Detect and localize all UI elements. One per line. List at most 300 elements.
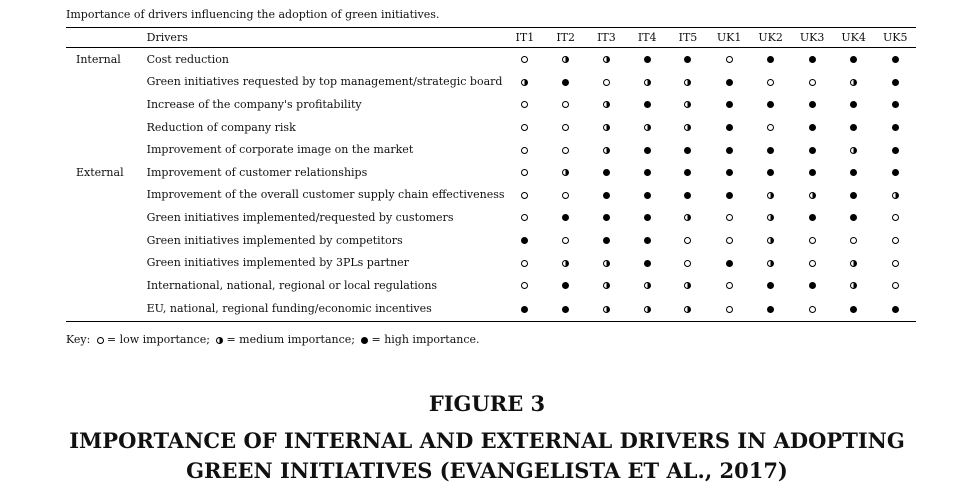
importance-cell: [545, 274, 586, 297]
high-importance-icon: [644, 260, 651, 267]
importance-cell: [750, 297, 792, 322]
low-importance-icon: [562, 101, 569, 108]
key-high: = high importance.: [371, 333, 480, 346]
driver-label: EU, national, regional funding/economic incentives: [147, 297, 505, 322]
high-importance-icon: [684, 169, 691, 176]
medium-importance-icon: [892, 192, 899, 199]
medium-importance-icon: [644, 282, 651, 289]
high-importance-icon: [644, 192, 651, 199]
high-importance-icon: [603, 169, 610, 176]
high-importance-icon: [809, 169, 816, 176]
figure-title: [0, 426, 974, 486]
medium-importance-icon: [809, 192, 816, 199]
header-column-uk2: UK2: [750, 28, 792, 48]
figure-title-line-2: GREEN INITIATIVES (EVANGELISTA ET AL., 2017): [186, 458, 788, 483]
importance-cell: [586, 116, 627, 139]
high-importance-icon: [644, 169, 651, 176]
importance-cell: [750, 161, 792, 184]
table-row: [66, 161, 916, 184]
importance-cell: [833, 71, 875, 94]
row-group-label: [66, 297, 147, 322]
driver-label: Green initiatives requested by top management/strategic board: [146, 75, 503, 89]
high-importance-icon: [684, 56, 691, 63]
high-importance-icon: [850, 124, 857, 131]
low-importance-icon: [850, 237, 857, 244]
high-importance-icon: [644, 237, 651, 244]
importance-cell: [833, 161, 875, 184]
importance-cell: [627, 229, 668, 252]
low-importance-icon: [521, 214, 528, 221]
importance-cell: [874, 206, 916, 229]
row-group-label: [66, 184, 147, 207]
importance-cell: [833, 297, 875, 322]
importance-cell: [708, 138, 750, 161]
high-importance-icon: [767, 147, 774, 154]
header-column-uk5: UK5: [874, 28, 916, 48]
table-row: [66, 206, 916, 229]
importance-cell: [668, 206, 709, 229]
medium-importance-icon: [603, 101, 610, 108]
high-importance-icon: [850, 56, 857, 63]
drivers-table: [66, 27, 916, 322]
header-column-it4: IT4: [627, 28, 668, 48]
legend-key: [66, 333, 480, 346]
low-importance-icon: [809, 260, 816, 267]
driver-label: Green initiatives implemented by competitors: [146, 233, 403, 247]
high-importance-icon: [892, 147, 899, 154]
driver-label: Improvement of corporate image on the market: [146, 143, 414, 157]
high-importance-icon: [767, 282, 774, 289]
high-importance-icon: [644, 56, 651, 63]
low-importance-icon: [726, 306, 733, 313]
high-importance-icon: [726, 192, 733, 199]
importance-cell: [750, 93, 792, 116]
importance-cell: [627, 116, 668, 139]
table-header: [66, 28, 916, 48]
importance-cell: [545, 206, 586, 229]
importance-cell: [668, 274, 709, 297]
row-group-label: [66, 251, 147, 274]
low-importance-icon: [521, 169, 528, 176]
high-importance-icon: [644, 101, 651, 108]
importance-cell: [545, 251, 586, 274]
key-prefix: Key:: [66, 333, 91, 346]
high-importance-icon: [892, 124, 899, 131]
row-group-label: [66, 206, 147, 229]
importance-cell: [668, 71, 709, 94]
high-importance-icon: [521, 306, 528, 313]
importance-cell: [505, 297, 546, 322]
importance-cell: [833, 251, 875, 274]
importance-cell: [750, 229, 792, 252]
medium-importance-icon: [684, 306, 691, 313]
header-column-it1: IT1: [505, 28, 546, 48]
table-row: [66, 251, 916, 274]
importance-cell: [545, 184, 586, 207]
medium-importance-icon: [850, 79, 857, 86]
low-importance-icon: [562, 192, 569, 199]
importance-cell: [874, 116, 916, 139]
importance-cell: [627, 274, 668, 297]
importance-cell: [708, 71, 750, 94]
medium-importance-icon: [603, 124, 610, 131]
importance-cell: [750, 184, 792, 207]
medium-importance-icon: [850, 282, 857, 289]
high-importance-icon: [809, 124, 816, 131]
importance-cell: [708, 116, 750, 139]
table-row: [66, 274, 916, 297]
header-column-it5: IT5: [668, 28, 709, 48]
medium-importance-icon: [684, 282, 691, 289]
row-group-label: Internal: [76, 52, 121, 66]
importance-cell: [505, 229, 546, 252]
table-caption: Importance of drivers influencing the adoption of green initiatives.: [66, 8, 440, 21]
high-importance-icon: [361, 337, 368, 344]
medium-importance-icon: [521, 79, 528, 86]
medium-importance-icon: [644, 79, 651, 86]
high-importance-icon: [850, 169, 857, 176]
importance-cell: [874, 71, 916, 94]
medium-importance-icon: [603, 56, 610, 63]
medium-importance-icon: [684, 124, 691, 131]
importance-cell: [545, 71, 586, 94]
importance-cell: [750, 206, 792, 229]
importance-cell: [586, 161, 627, 184]
low-importance-icon: [726, 214, 733, 221]
importance-cell: [505, 48, 546, 71]
importance-cell: [833, 274, 875, 297]
high-importance-icon: [809, 101, 816, 108]
low-importance-icon: [521, 260, 528, 267]
header-column-uk3: UK3: [791, 28, 833, 48]
importance-cell: [627, 297, 668, 322]
importance-cell: [668, 116, 709, 139]
medium-importance-icon: [603, 147, 610, 154]
low-importance-icon: [521, 101, 528, 108]
importance-cell: [791, 48, 833, 71]
importance-cell: [586, 274, 627, 297]
high-importance-icon: [892, 56, 899, 63]
high-importance-icon: [726, 124, 733, 131]
low-importance-icon: [684, 237, 691, 244]
importance-cell: [505, 161, 546, 184]
importance-cell: [874, 274, 916, 297]
medium-importance-icon: [767, 260, 774, 267]
high-importance-icon: [726, 101, 733, 108]
low-importance-icon: [603, 79, 610, 86]
high-importance-icon: [562, 306, 569, 313]
importance-cell: [586, 229, 627, 252]
header-column-uk1: UK1: [708, 28, 750, 48]
high-importance-icon: [809, 147, 816, 154]
high-importance-icon: [892, 169, 899, 176]
importance-cell: [505, 93, 546, 116]
importance-cell: [545, 93, 586, 116]
importance-cell: [833, 93, 875, 116]
medium-importance-icon: [562, 56, 569, 63]
importance-cell: [586, 48, 627, 71]
high-importance-icon: [767, 169, 774, 176]
medium-importance-icon: [767, 192, 774, 199]
importance-cell: [874, 93, 916, 116]
importance-cell: [668, 251, 709, 274]
table-row: [66, 184, 916, 207]
importance-cell: [586, 251, 627, 274]
low-importance-icon: [521, 56, 528, 63]
importance-cell: [791, 71, 833, 94]
medium-importance-icon: [562, 169, 569, 176]
importance-cell: [668, 138, 709, 161]
driver-label: Reduction of company risk: [146, 120, 296, 134]
importance-cell: [627, 71, 668, 94]
high-importance-icon: [684, 147, 691, 154]
low-importance-icon: [521, 192, 528, 199]
high-importance-icon: [726, 79, 733, 86]
high-importance-icon: [767, 306, 774, 313]
low-importance-icon: [521, 124, 528, 131]
importance-cell: [708, 184, 750, 207]
driver-label: Improvement of the overall customer supply chain effectiveness: [146, 188, 505, 202]
importance-cell: [668, 161, 709, 184]
importance-cell: [627, 184, 668, 207]
low-importance-icon: [809, 237, 816, 244]
low-importance-icon: [726, 282, 733, 289]
importance-cell: [874, 48, 916, 71]
importance-cell: [545, 297, 586, 322]
high-importance-icon: [892, 101, 899, 108]
importance-cell: [668, 297, 709, 322]
key-low: = low importance;: [106, 333, 210, 346]
high-importance-icon: [603, 237, 610, 244]
table-row: [66, 48, 916, 71]
importance-cell: [505, 71, 546, 94]
importance-cell: [791, 251, 833, 274]
importance-cell: [586, 93, 627, 116]
importance-cell: [668, 229, 709, 252]
medium-importance-icon: [603, 282, 610, 289]
header-group-cell: [66, 28, 147, 48]
key-medium: = medium importance;: [226, 333, 355, 346]
importance-cell: [545, 48, 586, 71]
high-importance-icon: [809, 56, 816, 63]
importance-cell: [708, 48, 750, 71]
figure-title-line-1: IMPORTANCE OF INTERNAL AND EXTERNAL DRIVERS IN ADOPTING: [69, 428, 905, 453]
importance-cell: [833, 184, 875, 207]
high-importance-icon: [892, 306, 899, 313]
low-importance-icon: [767, 79, 774, 86]
header-column-it3: IT3: [586, 28, 627, 48]
importance-cell: [708, 274, 750, 297]
table-row: [66, 229, 916, 252]
driver-label: Green initiatives implemented by 3PLs partner: [146, 256, 409, 270]
medium-importance-icon: [603, 306, 610, 313]
low-importance-icon: [892, 214, 899, 221]
low-importance-icon: [726, 56, 733, 63]
importance-cell: [505, 251, 546, 274]
importance-cell: [874, 184, 916, 207]
table-body: [66, 48, 916, 322]
importance-cell: [708, 251, 750, 274]
low-importance-icon: [562, 124, 569, 131]
row-group-label: [66, 93, 147, 116]
importance-cell: [586, 206, 627, 229]
importance-cell: [586, 138, 627, 161]
importance-cell: [791, 161, 833, 184]
high-importance-icon: [644, 214, 651, 221]
importance-cell: [833, 229, 875, 252]
high-importance-icon: [809, 282, 816, 289]
high-importance-icon: [726, 169, 733, 176]
importance-cell: [505, 206, 546, 229]
importance-cell: [545, 116, 586, 139]
high-importance-icon: [562, 282, 569, 289]
high-importance-icon: [850, 306, 857, 313]
high-importance-icon: [562, 79, 569, 86]
low-importance-icon: [97, 337, 104, 344]
importance-cell: [750, 138, 792, 161]
medium-importance-icon: [684, 79, 691, 86]
importance-cell: [791, 93, 833, 116]
medium-importance-icon: [767, 214, 774, 221]
importance-cell: [668, 93, 709, 116]
importance-cell: [833, 116, 875, 139]
low-importance-icon: [892, 237, 899, 244]
importance-cell: [874, 251, 916, 274]
importance-cell: [505, 274, 546, 297]
importance-cell: [545, 229, 586, 252]
importance-cell: [505, 184, 546, 207]
high-importance-icon: [644, 147, 651, 154]
importance-cell: [833, 48, 875, 71]
row-group-label: [66, 116, 147, 139]
high-importance-icon: [850, 214, 857, 221]
high-importance-icon: [603, 192, 610, 199]
importance-cell: [668, 184, 709, 207]
medium-importance-icon: [684, 101, 691, 108]
medium-importance-icon: [684, 214, 691, 221]
medium-importance-icon: [562, 260, 569, 267]
importance-cell: [791, 297, 833, 322]
row-group-label: External: [76, 165, 124, 179]
high-importance-icon: [562, 214, 569, 221]
importance-cell: [627, 161, 668, 184]
table-row: [66, 138, 916, 161]
driver-label: Cost reduction: [146, 52, 229, 66]
low-importance-icon: [767, 124, 774, 131]
importance-cell: [708, 229, 750, 252]
medium-importance-icon: [850, 260, 857, 267]
medium-importance-icon: [850, 147, 857, 154]
importance-cell: [505, 138, 546, 161]
importance-cell: [874, 161, 916, 184]
row-group-label: [66, 274, 147, 297]
importance-cell: [505, 116, 546, 139]
importance-cell: [708, 161, 750, 184]
importance-cell: [750, 71, 792, 94]
importance-cell: [586, 71, 627, 94]
importance-cell: [708, 206, 750, 229]
high-importance-icon: [684, 192, 691, 199]
importance-cell: [750, 251, 792, 274]
medium-importance-icon: [603, 260, 610, 267]
driver-label: Increase of the company's profitability: [146, 97, 362, 111]
low-importance-icon: [809, 79, 816, 86]
row-group-label: [66, 229, 147, 252]
importance-cell: [627, 93, 668, 116]
high-importance-icon: [892, 79, 899, 86]
importance-cell: [750, 116, 792, 139]
importance-cell: [627, 48, 668, 71]
importance-cell: [708, 297, 750, 322]
importance-cell: [874, 297, 916, 322]
low-importance-icon: [562, 147, 569, 154]
importance-cell: [833, 138, 875, 161]
high-importance-icon: [521, 237, 528, 244]
high-importance-icon: [809, 214, 816, 221]
low-importance-icon: [684, 260, 691, 267]
high-importance-icon: [603, 214, 610, 221]
table-row: [66, 93, 916, 116]
high-importance-icon: [726, 147, 733, 154]
high-importance-icon: [850, 101, 857, 108]
importance-cell: [791, 229, 833, 252]
header-column-it2: IT2: [545, 28, 586, 48]
high-importance-icon: [850, 192, 857, 199]
importance-cell: [791, 116, 833, 139]
low-importance-icon: [562, 237, 569, 244]
importance-cell: [627, 251, 668, 274]
medium-importance-icon: [644, 306, 651, 313]
importance-cell: [668, 48, 709, 71]
importance-cell: [586, 297, 627, 322]
importance-cell: [791, 206, 833, 229]
importance-cell: [750, 48, 792, 71]
driver-label: Improvement of customer relationships: [146, 165, 368, 179]
importance-cell: [833, 206, 875, 229]
table-row: [66, 116, 916, 139]
importance-cell: [874, 138, 916, 161]
figure-number: FIGURE 3: [428, 391, 546, 416]
driver-label: Green initiatives implemented/requested by customers: [146, 210, 454, 224]
low-importance-icon: [892, 260, 899, 267]
importance-cell: [750, 274, 792, 297]
low-importance-icon: [521, 282, 528, 289]
header-drivers: Drivers: [147, 28, 505, 48]
high-importance-icon: [767, 56, 774, 63]
importance-cell: [586, 184, 627, 207]
row-group-label: [66, 138, 147, 161]
table-row: [66, 71, 916, 94]
importance-cell: [791, 184, 833, 207]
importance-cell: [627, 138, 668, 161]
importance-cell: [627, 206, 668, 229]
high-importance-icon: [767, 101, 774, 108]
high-importance-icon: [726, 260, 733, 267]
medium-importance-icon: [767, 237, 774, 244]
driver-label: International, national, regional or local regulations: [146, 278, 438, 292]
low-importance-icon: [809, 306, 816, 313]
table-row: [66, 297, 916, 322]
importance-cell: [874, 229, 916, 252]
importance-cell: [708, 93, 750, 116]
importance-cell: [545, 138, 586, 161]
header-row: [66, 28, 916, 48]
medium-importance-icon: [216, 337, 223, 344]
header-column-uk4: UK4: [833, 28, 875, 48]
importance-cell: [791, 138, 833, 161]
importance-cell: [545, 161, 586, 184]
row-group-label: [66, 71, 147, 94]
